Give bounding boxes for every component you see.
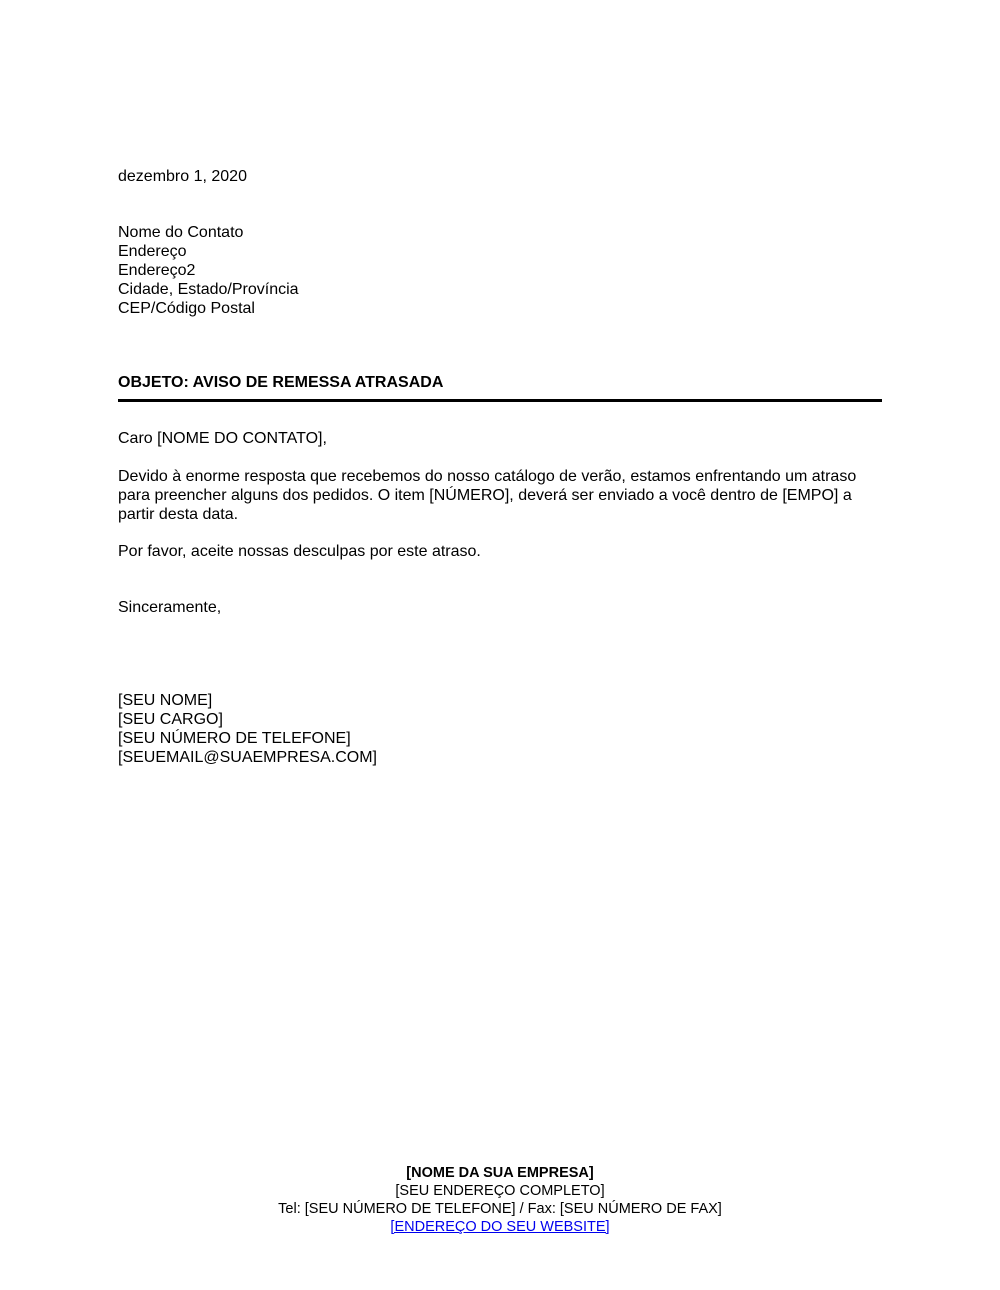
- signature-block: [118, 691, 377, 767]
- recipient-city-state: Cidade, Estado/Província: [118, 281, 299, 298]
- letter-date: dezembro 1, 2020: [118, 168, 247, 185]
- subject-divider: [118, 399, 882, 402]
- footer-website-link[interactable]: [ENDEREÇO DO SEU WEBSITE]: [390, 1219, 610, 1235]
- apology-paragraph: Por favor, aceite nossas desculpas por este atraso.: [118, 543, 481, 560]
- greeting: Caro [NOME DO CONTATO],: [118, 430, 327, 447]
- recipient-address-line2: Endereço2: [118, 262, 196, 279]
- subject-heading: OBJETO: AVISO DE REMESSA ATRASADA: [118, 374, 444, 391]
- body-line: Devido à enorme resposta que recebemos do nosso catálogo de verão, estamos enfrentando um atraso: [118, 468, 857, 485]
- closing: Sinceramente,: [118, 599, 222, 616]
- footer-company-name: [NOME DA SUA EMPRESA]: [406, 1165, 594, 1181]
- signer-name: [SEU NOME]: [118, 692, 213, 709]
- recipient-address-block: [118, 223, 299, 318]
- footer-contact: Tel: [SEU NÚMERO DE TELEFONE] / Fax: [SEU NÚMERO DE FAX]: [278, 1201, 722, 1217]
- body-line: partir desta data.: [118, 506, 239, 523]
- recipient-postal-code: CEP/Código Postal: [118, 300, 255, 317]
- footer-address: [SEU ENDEREÇO COMPLETO]: [395, 1183, 605, 1199]
- letter-footer: [0, 1164, 1000, 1236]
- body-line: para preencher alguns dos pedidos. O item [NÚMERO], deverá ser enviado a você dentro de [EMPO] a: [118, 487, 852, 504]
- recipient-name: Nome do Contato: [118, 224, 244, 241]
- body-paragraph: [118, 467, 888, 524]
- signer-phone: [SEU NÚMERO DE TELEFONE]: [118, 730, 351, 747]
- recipient-address-line1: Endereço: [118, 243, 187, 260]
- signer-email: [SEUEMAIL@SUAEMPRESA.COM]: [118, 749, 377, 766]
- signer-title: [SEU CARGO]: [118, 711, 223, 728]
